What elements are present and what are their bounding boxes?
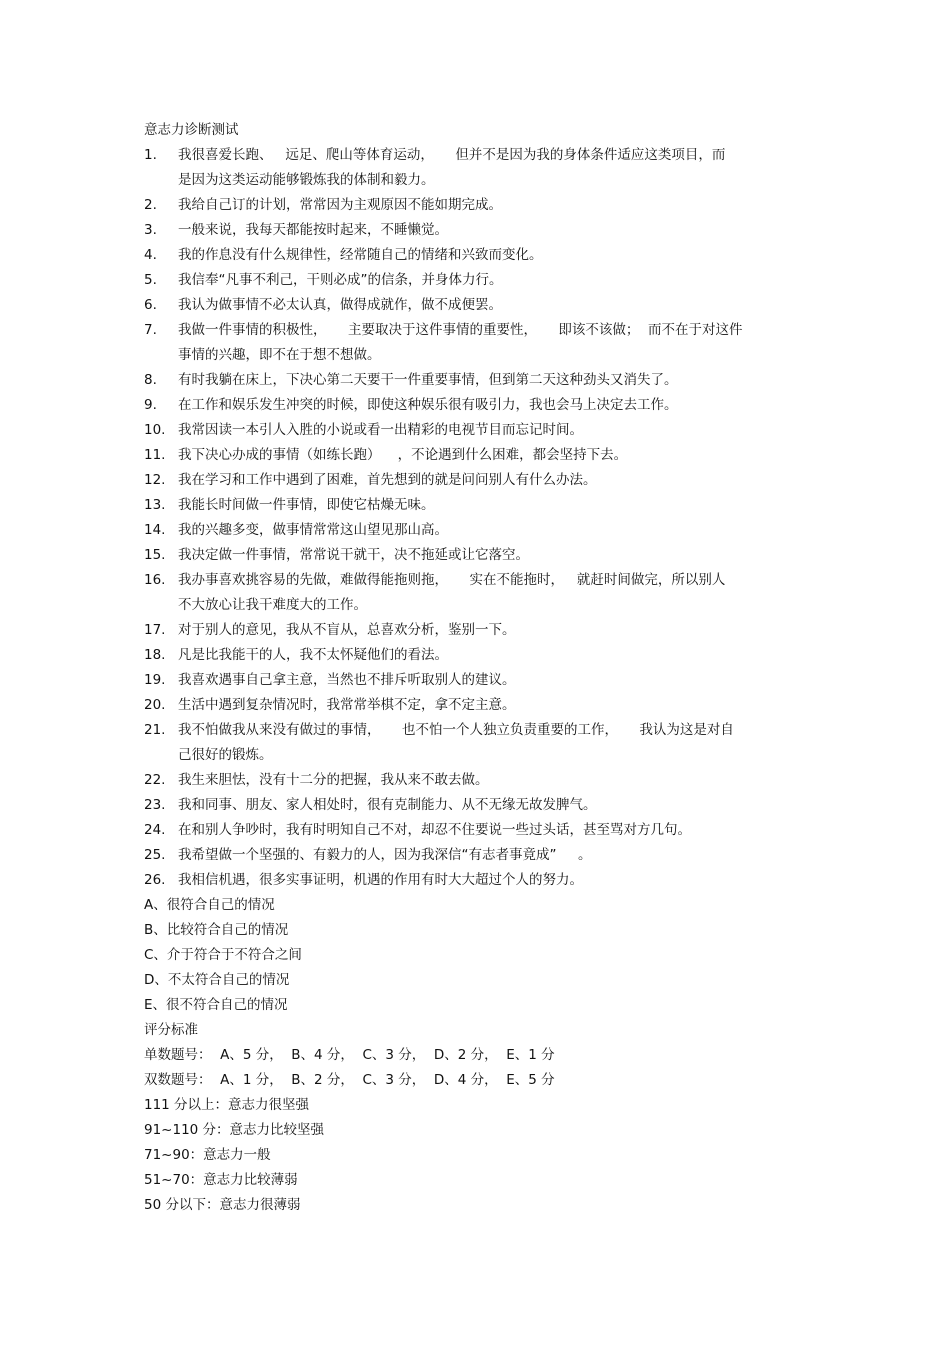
question-text: 我决定做一件事情，常常说干就干，决不拖延或让它落空。 <box>178 547 529 563</box>
question-text: 我生来胆怯，没有十二分的把握，我从来不敢去做。 <box>178 772 489 788</box>
question-item <box>144 793 824 818</box>
answer-options <box>144 893 824 1018</box>
question-number: 25. <box>144 847 166 863</box>
question-text: 我和同事、朋友、家人相处时，很有克制能力、从不无缘无故发脾气。 <box>178 797 597 813</box>
question-number: 22. <box>144 772 166 788</box>
question-number: 15. <box>144 547 166 563</box>
question-text: 我喜欢遇事自己拿主意，当然也不排斥听取别人的建议。 <box>178 672 516 688</box>
question-item <box>144 368 824 393</box>
scoring-heading: 评分标准 <box>144 1022 198 1038</box>
question-text: 己很好的锻炼。 <box>178 747 273 763</box>
question-item <box>144 493 824 518</box>
question-item <box>144 293 824 318</box>
question-number: 16. <box>144 572 166 588</box>
score-level: 51~70：意志力比较薄弱 <box>144 1172 298 1188</box>
question-item <box>144 568 824 618</box>
question-item <box>144 318 824 368</box>
question-text: 我在学习和工作中遇到了困难，首先想到的就是问问别人有什么办法。 <box>178 472 597 488</box>
question-text: 我下决心办成的事情（如练长跑） ，不论遇到什么困难，都会坚持下去。 <box>178 447 628 463</box>
question-number: 19. <box>144 672 166 688</box>
question-text: 不大放心让我干难度大的工作。 <box>178 597 367 613</box>
question-text: 在和别人争吵时，我有时明知自己不对，却忍不住要说一些过头话，甚至骂对方几句。 <box>178 822 691 838</box>
question-text: 生活中遇到复杂情况时，我常常举棋不定，拿不定主意。 <box>178 697 516 713</box>
question-item <box>144 468 824 493</box>
document-content <box>144 118 824 1218</box>
question-number: 12. <box>144 472 166 488</box>
question-number: 21. <box>144 722 166 738</box>
question-item <box>144 243 824 268</box>
question-item <box>144 268 824 293</box>
question-item <box>144 543 824 568</box>
question-text: 我信奉“凡事不利己，干则必成”的信条，并身体力行。 <box>178 272 503 288</box>
question-text: 我能长时间做一件事情，即使它枯燥无味。 <box>178 497 435 513</box>
question-number: 4. <box>144 247 157 263</box>
question-number: 26. <box>144 872 166 888</box>
question-text: 我的兴趣多变，做事情常常这山望见那山高。 <box>178 522 448 538</box>
question-item <box>144 418 824 443</box>
question-item <box>144 443 824 468</box>
question-text: 我认为做事情不必太认真，做得成就作，做不成便罢。 <box>178 297 502 313</box>
score-level: 91~110 分：意志力比较坚强 <box>144 1122 325 1138</box>
question-number: 13. <box>144 497 166 513</box>
question-number: 8. <box>144 372 157 388</box>
question-text: 一般来说，我每天都能按时起来，不睡懒觉。 <box>178 222 448 238</box>
question-text: 我相信机遇，很多实事证明，机遇的作用有时大大超过个人的努力。 <box>178 872 583 888</box>
question-item <box>144 618 824 643</box>
scoring-odd: 单数题号： A、5 分， B、4 分， C、3 分， D、2 分， E、1 分 <box>144 1047 555 1063</box>
answer-option: A、很符合自己的情况 <box>144 897 275 913</box>
question-text: 在工作和娱乐发生冲突的时候，即使这种娱乐很有吸引力，我也会马上决定去工作。 <box>178 397 678 413</box>
question-text: 我不怕做我从来没有做过的事情， 也不怕一个人独立负责重要的工作， 我认为这是对自 <box>178 722 734 738</box>
question-text: 对于别人的意见，我从不盲从，总喜欢分析，鉴别一下。 <box>178 622 516 638</box>
question-text: 我希望做一个坚强的、有毅力的人，因为我深信“有志者事竟成” 。 <box>178 847 592 863</box>
answer-option: D、不太符合自己的情况 <box>144 972 290 988</box>
question-number: 5. <box>144 272 157 288</box>
question-text: 我办事喜欢挑容易的先做，难做得能拖则拖， 实在不能拖时， 就赶时间做完，所以别人 <box>178 572 726 588</box>
document-title: 意志力诊断测试 <box>144 122 239 138</box>
question-number: 6. <box>144 297 157 313</box>
question-text: 凡是比我能干的人，我不太怀疑他们的看法。 <box>178 647 448 663</box>
question-item <box>144 693 824 718</box>
question-text: 我给自己订的计划，常常因为主观原因不能如期完成。 <box>178 197 502 213</box>
scoring-even: 双数题号： A、1 分， B、2 分， C、3 分， D、4 分， E、5 分 <box>144 1072 555 1088</box>
question-item <box>144 718 824 768</box>
question-number: 1. <box>144 147 157 163</box>
question-text: 我的作息没有什么规律性，经常随自己的情绪和兴致而变化。 <box>178 247 543 263</box>
question-number: 18. <box>144 647 166 663</box>
question-item <box>144 843 824 868</box>
question-number: 9. <box>144 397 157 413</box>
answer-option: B、比较符合自己的情况 <box>144 922 289 938</box>
question-item <box>144 218 824 243</box>
score-levels <box>144 1093 824 1218</box>
question-number: 23. <box>144 797 166 813</box>
question-item <box>144 818 824 843</box>
question-item <box>144 143 824 193</box>
answer-option: E、很不符合自己的情况 <box>144 997 288 1013</box>
question-number: 3. <box>144 222 157 238</box>
question-text: 我很喜爱长跑、 远足、爬山等体育运动， 但并不是因为我的身体条件适应这类项目，而 <box>178 147 726 163</box>
question-number: 10. <box>144 422 166 438</box>
question-text: 有时我躺在床上，下决心第二天要干一件重要事情，但到第二天这种劲头又消失了。 <box>178 372 678 388</box>
question-item <box>144 193 824 218</box>
question-number: 11. <box>144 447 166 463</box>
question-item <box>144 518 824 543</box>
question-text: 我做一件事情的积极性， 主要取决于这件事情的重要性， 即该不该做； 而不在于对这件 <box>178 322 743 338</box>
question-number: 7. <box>144 322 157 338</box>
question-text: 事情的兴趣，即不在于想不想做。 <box>178 347 381 363</box>
score-level: 71~90：意志力一般 <box>144 1147 271 1163</box>
question-number: 2. <box>144 197 157 213</box>
question-item <box>144 868 824 893</box>
question-number: 20. <box>144 697 166 713</box>
question-list <box>144 143 824 893</box>
question-item <box>144 768 824 793</box>
question-text: 是因为这类运动能够锻炼我的体制和毅力。 <box>178 172 435 188</box>
question-item <box>144 643 824 668</box>
score-level: 111 分以上：意志力很坚强 <box>144 1097 310 1113</box>
answer-option: C、介于符合于不符合之间 <box>144 947 302 963</box>
question-text: 我常因读一本引人入胜的小说或看一出精彩的电视节目而忘记时间。 <box>178 422 583 438</box>
question-number: 24. <box>144 822 166 838</box>
question-item <box>144 393 824 418</box>
question-item <box>144 668 824 693</box>
question-number: 14. <box>144 522 166 538</box>
question-number: 17. <box>144 622 166 638</box>
score-level: 50 分以下：意志力很薄弱 <box>144 1197 301 1213</box>
